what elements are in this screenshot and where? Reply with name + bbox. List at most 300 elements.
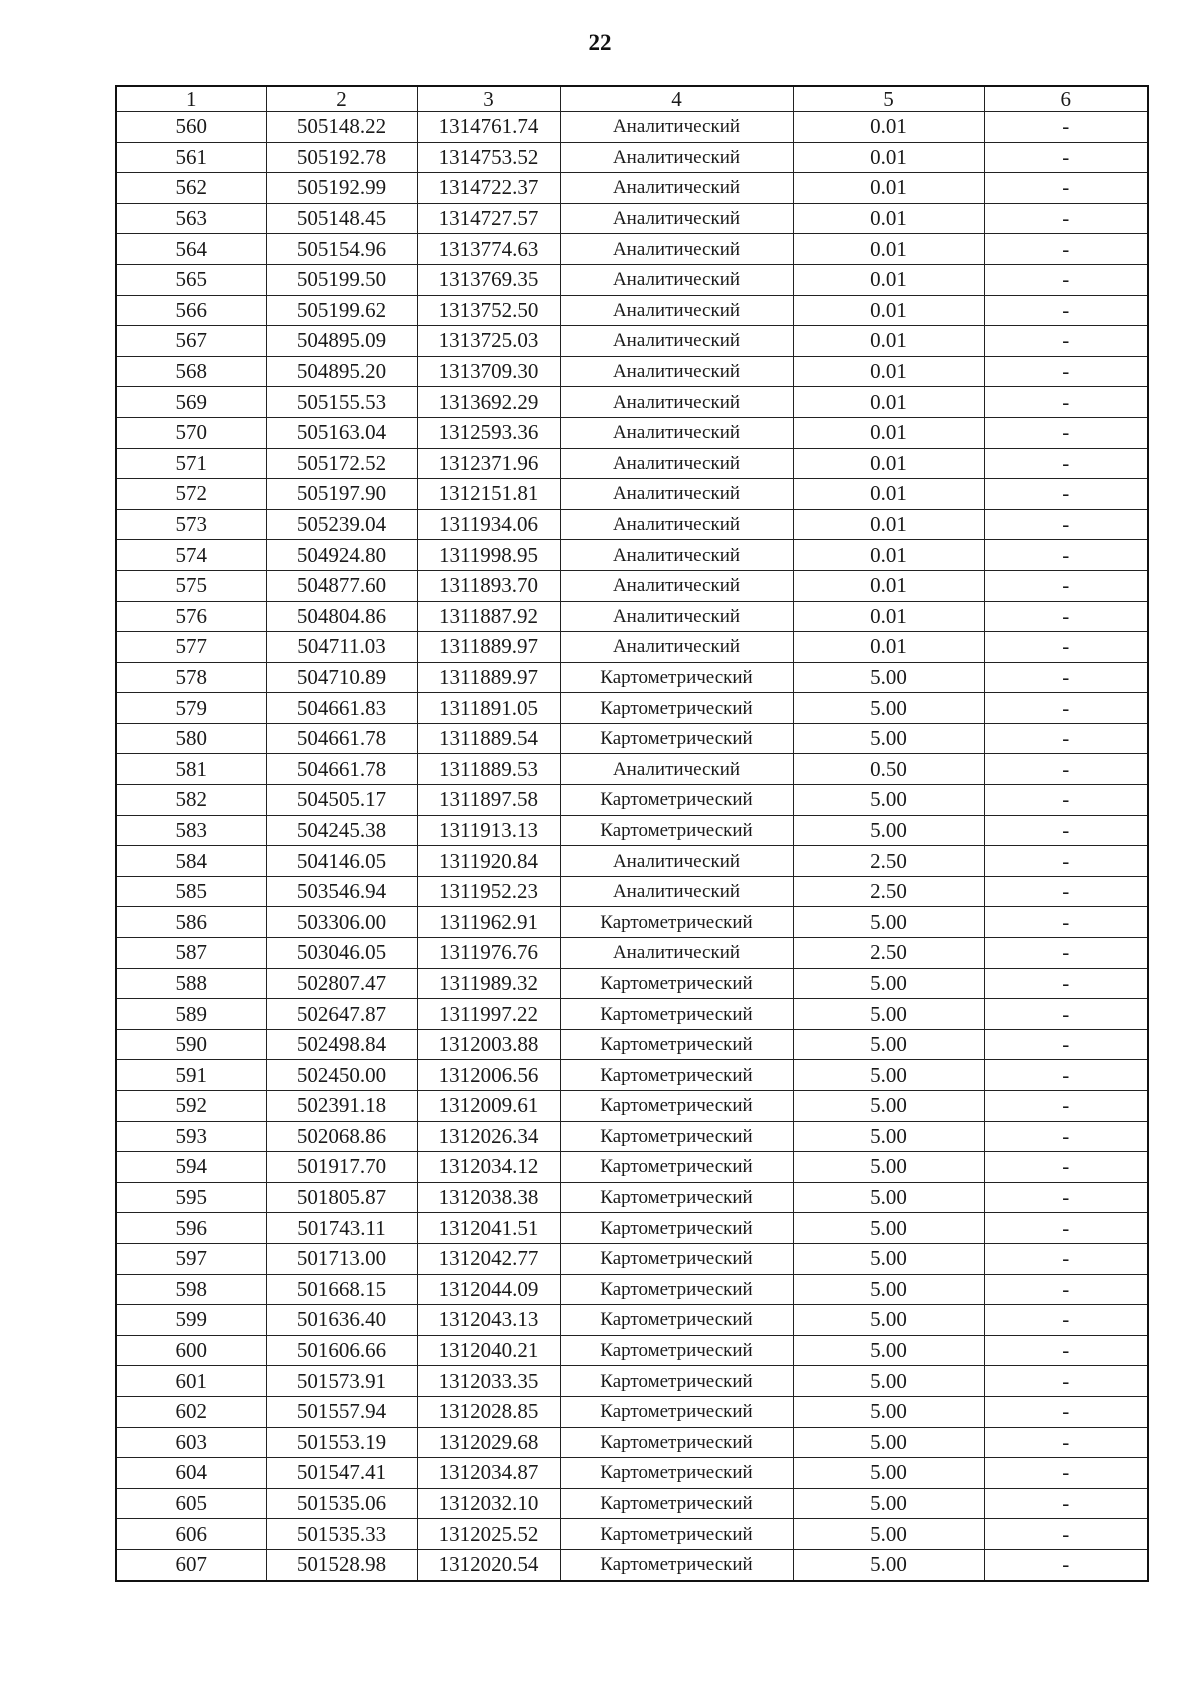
point-number-cell: 594 [116, 1152, 266, 1183]
y-coordinate-cell: 1311897.58 [417, 785, 560, 816]
y-coordinate-cell: 1311920.84 [417, 846, 560, 877]
column-header-5: 5 [793, 86, 984, 112]
point-number-cell: 604 [116, 1458, 266, 1489]
y-coordinate-cell: 1312003.88 [417, 1029, 560, 1060]
accuracy-cell: 5.00 [793, 1488, 984, 1519]
method-cell: Картометрический [560, 1243, 793, 1274]
point-number-cell: 569 [116, 387, 266, 418]
note-cell: - [984, 785, 1148, 816]
accuracy-cell: 5.00 [793, 1458, 984, 1489]
y-coordinate-cell: 1313774.63 [417, 234, 560, 265]
y-coordinate-cell: 1311889.97 [417, 662, 560, 693]
y-coordinate-cell: 1314761.74 [417, 112, 560, 143]
coordinates-table [115, 85, 1149, 1582]
note-cell: - [984, 999, 1148, 1030]
accuracy-cell: 5.00 [793, 1519, 984, 1550]
table-row [116, 479, 1148, 510]
point-number-cell: 575 [116, 570, 266, 601]
accuracy-cell: 5.00 [793, 968, 984, 999]
point-number-cell: 561 [116, 142, 266, 173]
table-row [116, 509, 1148, 540]
point-number-cell: 588 [116, 968, 266, 999]
point-number-cell: 606 [116, 1519, 266, 1550]
x-coordinate-cell: 501528.98 [266, 1549, 417, 1580]
table-row [116, 876, 1148, 907]
note-cell: - [984, 1029, 1148, 1060]
header-row [116, 86, 1148, 112]
method-cell: Картометрический [560, 1427, 793, 1458]
point-number-cell: 601 [116, 1366, 266, 1397]
note-cell: - [984, 1060, 1148, 1091]
table-row [116, 173, 1148, 204]
point-number-cell: 591 [116, 1060, 266, 1091]
x-coordinate-cell: 501636.40 [266, 1305, 417, 1336]
table-row [116, 1396, 1148, 1427]
table-row [116, 1121, 1148, 1152]
point-number-cell: 564 [116, 234, 266, 265]
table-row [116, 846, 1148, 877]
accuracy-cell: 0.01 [793, 234, 984, 265]
note-cell: - [984, 1305, 1148, 1336]
table-row [116, 601, 1148, 632]
method-cell: Картометрический [560, 1060, 793, 1091]
table-row [116, 662, 1148, 693]
y-coordinate-cell: 1312029.68 [417, 1427, 560, 1458]
point-number-cell: 595 [116, 1182, 266, 1213]
method-cell: Аналитический [560, 846, 793, 877]
method-cell: Аналитический [560, 387, 793, 418]
x-coordinate-cell: 502391.18 [266, 1091, 417, 1122]
note-cell: - [984, 601, 1148, 632]
accuracy-cell: 5.00 [793, 1274, 984, 1305]
table-row [116, 1213, 1148, 1244]
y-coordinate-cell: 1312042.77 [417, 1243, 560, 1274]
y-coordinate-cell: 1311893.70 [417, 570, 560, 601]
point-number-cell: 596 [116, 1213, 266, 1244]
x-coordinate-cell: 501713.00 [266, 1243, 417, 1274]
x-coordinate-cell: 504895.09 [266, 326, 417, 357]
accuracy-cell: 5.00 [793, 785, 984, 816]
x-coordinate-cell: 504146.05 [266, 846, 417, 877]
y-coordinate-cell: 1311889.54 [417, 723, 560, 754]
point-number-cell: 568 [116, 356, 266, 387]
method-cell: Картометрический [560, 1152, 793, 1183]
table-row [116, 1305, 1148, 1336]
table-row [116, 1243, 1148, 1274]
x-coordinate-cell: 502068.86 [266, 1121, 417, 1152]
x-coordinate-cell: 502450.00 [266, 1060, 417, 1091]
accuracy-cell: 0.01 [793, 632, 984, 663]
point-number-cell: 589 [116, 999, 266, 1030]
point-number-cell: 580 [116, 723, 266, 754]
x-coordinate-cell: 505239.04 [266, 509, 417, 540]
method-cell: Аналитический [560, 570, 793, 601]
y-coordinate-cell: 1312034.87 [417, 1458, 560, 1489]
point-number-cell: 574 [116, 540, 266, 571]
note-cell: - [984, 1182, 1148, 1213]
column-header-1: 1 [116, 86, 266, 112]
y-coordinate-cell: 1313692.29 [417, 387, 560, 418]
accuracy-cell: 5.00 [793, 693, 984, 724]
point-number-cell: 600 [116, 1335, 266, 1366]
table-row [116, 1335, 1148, 1366]
note-cell: - [984, 876, 1148, 907]
method-cell: Аналитический [560, 540, 793, 571]
table-row [116, 693, 1148, 724]
method-cell: Картометрический [560, 999, 793, 1030]
x-coordinate-cell: 501606.66 [266, 1335, 417, 1366]
x-coordinate-cell: 502498.84 [266, 1029, 417, 1060]
y-coordinate-cell: 1311989.32 [417, 968, 560, 999]
method-cell: Картометрический [560, 1488, 793, 1519]
accuracy-cell: 5.00 [793, 1549, 984, 1580]
x-coordinate-cell: 505163.04 [266, 417, 417, 448]
note-cell: - [984, 907, 1148, 938]
table-row [116, 1366, 1148, 1397]
x-coordinate-cell: 501547.41 [266, 1458, 417, 1489]
accuracy-cell: 0.01 [793, 295, 984, 326]
method-cell: Аналитический [560, 754, 793, 785]
point-number-cell: 602 [116, 1396, 266, 1427]
note-cell: - [984, 846, 1148, 877]
note-cell: - [984, 479, 1148, 510]
accuracy-cell: 5.00 [793, 1213, 984, 1244]
point-number-cell: 597 [116, 1243, 266, 1274]
method-cell: Картометрический [560, 815, 793, 846]
point-number-cell: 605 [116, 1488, 266, 1519]
method-cell: Картометрический [560, 1519, 793, 1550]
y-coordinate-cell: 1313769.35 [417, 264, 560, 295]
y-coordinate-cell: 1312043.13 [417, 1305, 560, 1336]
y-coordinate-cell: 1311998.95 [417, 540, 560, 571]
y-coordinate-cell: 1311952.23 [417, 876, 560, 907]
point-number-cell: 566 [116, 295, 266, 326]
method-cell: Картометрический [560, 1182, 793, 1213]
y-coordinate-cell: 1313725.03 [417, 326, 560, 357]
accuracy-cell: 5.00 [793, 999, 984, 1030]
y-coordinate-cell: 1311889.53 [417, 754, 560, 785]
method-cell: Аналитический [560, 479, 793, 510]
point-number-cell: 587 [116, 938, 266, 969]
y-coordinate-cell: 1312151.81 [417, 479, 560, 510]
y-coordinate-cell: 1312020.54 [417, 1549, 560, 1580]
table-row [116, 1029, 1148, 1060]
table-row [116, 326, 1148, 357]
note-cell: - [984, 1427, 1148, 1458]
table-row [116, 295, 1148, 326]
accuracy-cell: 0.01 [793, 540, 984, 571]
note-cell: - [984, 632, 1148, 663]
table-row [116, 1549, 1148, 1580]
accuracy-cell: 5.00 [793, 1396, 984, 1427]
point-number-cell: 603 [116, 1427, 266, 1458]
method-cell: Аналитический [560, 142, 793, 173]
x-coordinate-cell: 505192.99 [266, 173, 417, 204]
y-coordinate-cell: 1311976.76 [417, 938, 560, 969]
note-cell: - [984, 1458, 1148, 1489]
method-cell: Картометрический [560, 968, 793, 999]
x-coordinate-cell: 503306.00 [266, 907, 417, 938]
point-number-cell: 593 [116, 1121, 266, 1152]
note-cell: - [984, 1274, 1148, 1305]
table-row [116, 356, 1148, 387]
note-cell: - [984, 1488, 1148, 1519]
point-number-cell: 577 [116, 632, 266, 663]
method-cell: Картометрический [560, 1335, 793, 1366]
accuracy-cell: 5.00 [793, 1366, 984, 1397]
x-coordinate-cell: 504661.78 [266, 723, 417, 754]
x-coordinate-cell: 505172.52 [266, 448, 417, 479]
method-cell: Аналитический [560, 509, 793, 540]
note-cell: - [984, 815, 1148, 846]
y-coordinate-cell: 1312032.10 [417, 1488, 560, 1519]
method-cell: Картометрический [560, 1213, 793, 1244]
accuracy-cell: 5.00 [793, 1152, 984, 1183]
note-cell: - [984, 938, 1148, 969]
method-cell: Картометрический [560, 693, 793, 724]
table-row [116, 1060, 1148, 1091]
method-cell: Аналитический [560, 173, 793, 204]
y-coordinate-cell: 1311887.92 [417, 601, 560, 632]
x-coordinate-cell: 505199.50 [266, 264, 417, 295]
method-cell: Картометрический [560, 1396, 793, 1427]
point-number-cell: 567 [116, 326, 266, 357]
table-row [116, 1458, 1148, 1489]
y-coordinate-cell: 1312028.85 [417, 1396, 560, 1427]
note-cell: - [984, 203, 1148, 234]
point-number-cell: 585 [116, 876, 266, 907]
x-coordinate-cell: 503546.94 [266, 876, 417, 907]
table-row [116, 234, 1148, 265]
point-number-cell: 581 [116, 754, 266, 785]
method-cell: Аналитический [560, 234, 793, 265]
x-coordinate-cell: 505192.78 [266, 142, 417, 173]
note-cell: - [984, 1243, 1148, 1274]
table-row [116, 417, 1148, 448]
accuracy-cell: 0.01 [793, 142, 984, 173]
note-cell: - [984, 387, 1148, 418]
y-coordinate-cell: 1314727.57 [417, 203, 560, 234]
y-coordinate-cell: 1312025.52 [417, 1519, 560, 1550]
table-row [116, 387, 1148, 418]
table-body [116, 112, 1148, 1581]
table-row [116, 1091, 1148, 1122]
accuracy-cell: 2.50 [793, 876, 984, 907]
y-coordinate-cell: 1312009.61 [417, 1091, 560, 1122]
note-cell: - [984, 448, 1148, 479]
y-coordinate-cell: 1312026.34 [417, 1121, 560, 1152]
y-coordinate-cell: 1314753.52 [417, 142, 560, 173]
point-number-cell: 599 [116, 1305, 266, 1336]
y-coordinate-cell: 1311889.97 [417, 632, 560, 663]
x-coordinate-cell: 505197.90 [266, 479, 417, 510]
x-coordinate-cell: 505199.62 [266, 295, 417, 326]
method-cell: Картометрический [560, 1458, 793, 1489]
note-cell: - [984, 570, 1148, 601]
table-row [116, 142, 1148, 173]
x-coordinate-cell: 505148.45 [266, 203, 417, 234]
y-coordinate-cell: 1312041.51 [417, 1213, 560, 1244]
point-number-cell: 590 [116, 1029, 266, 1060]
x-coordinate-cell: 501917.70 [266, 1152, 417, 1183]
note-cell: - [984, 142, 1148, 173]
x-coordinate-cell: 501535.33 [266, 1519, 417, 1550]
table-row [116, 968, 1148, 999]
method-cell: Аналитический [560, 601, 793, 632]
accuracy-cell: 5.00 [793, 907, 984, 938]
y-coordinate-cell: 1312040.21 [417, 1335, 560, 1366]
note-cell: - [984, 723, 1148, 754]
y-coordinate-cell: 1312033.35 [417, 1366, 560, 1397]
accuracy-cell: 0.50 [793, 754, 984, 785]
y-coordinate-cell: 1312044.09 [417, 1274, 560, 1305]
point-number-cell: 572 [116, 479, 266, 510]
point-number-cell: 579 [116, 693, 266, 724]
note-cell: - [984, 1519, 1148, 1550]
method-cell: Картометрический [560, 1121, 793, 1152]
method-cell: Аналитический [560, 876, 793, 907]
method-cell: Картометрический [560, 1549, 793, 1580]
note-cell: - [984, 509, 1148, 540]
note-cell: - [984, 264, 1148, 295]
accuracy-cell: 5.00 [793, 1305, 984, 1336]
note-cell: - [984, 1549, 1148, 1580]
method-cell: Аналитический [560, 326, 793, 357]
note-cell: - [984, 968, 1148, 999]
accuracy-cell: 5.00 [793, 1060, 984, 1091]
note-cell: - [984, 356, 1148, 387]
method-cell: Аналитический [560, 938, 793, 969]
point-number-cell: 563 [116, 203, 266, 234]
table-row [116, 1274, 1148, 1305]
accuracy-cell: 5.00 [793, 662, 984, 693]
accuracy-cell: 0.01 [793, 448, 984, 479]
note-cell: - [984, 234, 1148, 265]
point-number-cell: 607 [116, 1549, 266, 1580]
note-cell: - [984, 1366, 1148, 1397]
note-cell: - [984, 662, 1148, 693]
accuracy-cell: 5.00 [793, 1091, 984, 1122]
note-cell: - [984, 1396, 1148, 1427]
accuracy-cell: 5.00 [793, 1427, 984, 1458]
page-number: 22 [588, 30, 612, 55]
table-row [116, 999, 1148, 1030]
y-coordinate-cell: 1313709.30 [417, 356, 560, 387]
y-coordinate-cell: 1311891.05 [417, 693, 560, 724]
column-header-4: 4 [560, 86, 793, 112]
method-cell: Картометрический [560, 723, 793, 754]
x-coordinate-cell: 505154.96 [266, 234, 417, 265]
point-number-cell: 586 [116, 907, 266, 938]
y-coordinate-cell: 1311913.13 [417, 815, 560, 846]
accuracy-cell: 0.01 [793, 112, 984, 143]
x-coordinate-cell: 504661.83 [266, 693, 417, 724]
method-cell: Картометрический [560, 907, 793, 938]
x-coordinate-cell: 504924.80 [266, 540, 417, 571]
method-cell: Аналитический [560, 632, 793, 663]
accuracy-cell: 0.01 [793, 509, 984, 540]
note-cell: - [984, 1213, 1148, 1244]
point-number-cell: 573 [116, 509, 266, 540]
note-cell: - [984, 295, 1148, 326]
accuracy-cell: 2.50 [793, 846, 984, 877]
x-coordinate-cell: 504895.20 [266, 356, 417, 387]
method-cell: Аналитический [560, 203, 793, 234]
accuracy-cell: 0.01 [793, 601, 984, 632]
x-coordinate-cell: 504877.60 [266, 570, 417, 601]
table-row [116, 540, 1148, 571]
accuracy-cell: 5.00 [793, 1029, 984, 1060]
point-number-cell: 565 [116, 264, 266, 295]
table-row [116, 1488, 1148, 1519]
x-coordinate-cell: 502647.87 [266, 999, 417, 1030]
y-coordinate-cell: 1311934.06 [417, 509, 560, 540]
x-coordinate-cell: 505148.22 [266, 112, 417, 143]
method-cell: Аналитический [560, 295, 793, 326]
table-row [116, 785, 1148, 816]
point-number-cell: 560 [116, 112, 266, 143]
x-coordinate-cell: 504711.03 [266, 632, 417, 663]
method-cell: Картометрический [560, 1274, 793, 1305]
x-coordinate-cell: 501668.15 [266, 1274, 417, 1305]
table-row [116, 203, 1148, 234]
note-cell: - [984, 326, 1148, 357]
accuracy-cell: 5.00 [793, 1121, 984, 1152]
method-cell: Аналитический [560, 356, 793, 387]
table-row [116, 1519, 1148, 1550]
y-coordinate-cell: 1312006.56 [417, 1060, 560, 1091]
x-coordinate-cell: 503046.05 [266, 938, 417, 969]
accuracy-cell: 5.00 [793, 815, 984, 846]
column-header-2: 2 [266, 86, 417, 112]
y-coordinate-cell: 1314722.37 [417, 173, 560, 204]
accuracy-cell: 0.01 [793, 356, 984, 387]
table-row [116, 264, 1148, 295]
method-cell: Картометрический [560, 785, 793, 816]
method-cell: Аналитический [560, 448, 793, 479]
accuracy-cell: 0.01 [793, 479, 984, 510]
point-number-cell: 571 [116, 448, 266, 479]
point-number-cell: 576 [116, 601, 266, 632]
x-coordinate-cell: 501557.94 [266, 1396, 417, 1427]
method-cell: Картометрический [560, 1029, 793, 1060]
y-coordinate-cell: 1312371.96 [417, 448, 560, 479]
x-coordinate-cell: 504710.89 [266, 662, 417, 693]
column-header-6: 6 [984, 86, 1148, 112]
accuracy-cell: 0.01 [793, 264, 984, 295]
x-coordinate-cell: 505155.53 [266, 387, 417, 418]
method-cell: Картометрический [560, 1091, 793, 1122]
point-number-cell: 578 [116, 662, 266, 693]
method-cell: Картометрический [560, 662, 793, 693]
note-cell: - [984, 693, 1148, 724]
note-cell: - [984, 112, 1148, 143]
method-cell: Картометрический [560, 1366, 793, 1397]
note-cell: - [984, 1091, 1148, 1122]
x-coordinate-cell: 502807.47 [266, 968, 417, 999]
note-cell: - [984, 417, 1148, 448]
accuracy-cell: 5.00 [793, 1243, 984, 1274]
column-header-3: 3 [417, 86, 560, 112]
accuracy-cell: 5.00 [793, 1182, 984, 1213]
point-number-cell: 562 [116, 173, 266, 204]
y-coordinate-cell: 1311962.91 [417, 907, 560, 938]
method-cell: Аналитический [560, 264, 793, 295]
point-number-cell: 592 [116, 1091, 266, 1122]
method-cell: Аналитический [560, 112, 793, 143]
table-row [116, 938, 1148, 969]
point-number-cell: 598 [116, 1274, 266, 1305]
